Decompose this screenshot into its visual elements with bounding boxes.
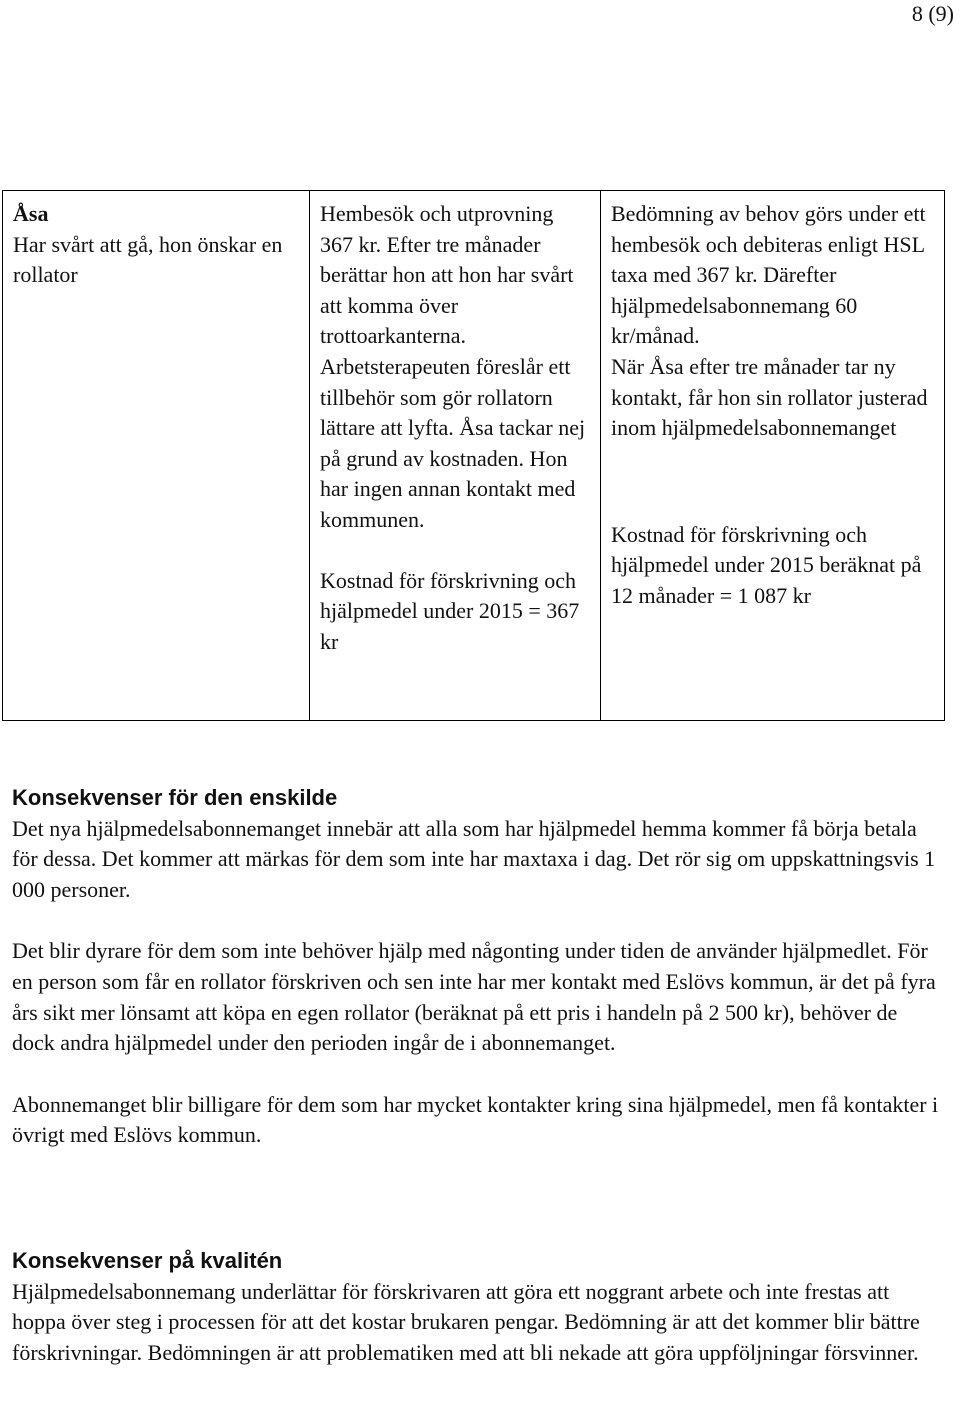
page-number: 8 (9) [911, 1, 954, 26]
spacer [611, 444, 934, 520]
individual-consequences-section [12, 783, 942, 1151]
individual-consequences-heading: Konsekvenser för den enskilde [12, 785, 338, 810]
person-need: Har svårt att gå, hon önskar en rollator [13, 231, 283, 288]
individual-paragraph-2: Det blir dyrare för dem som inte behöver hjälp med någonting under tiden de använder hjälpmedlet. För en person som får en rollator förskriven och sen inte har mer kontakt med Eslövs kommun, är det på fyra års sikt mer lönsamt att köpa en egen rollator (beräknat på ett pris i handeln på 2 500 kr), behöver de dock andra hjälpmedel under den perioden ingår de i abonnemanget. [12, 938, 936, 1056]
spacer [320, 536, 590, 566]
individual-paragraph-3: Abonnemanget blir billigare för dem som har mycket kontakter kring sina hjälpmedel, men få kontakter i övrigt med Eslövs kommun. [12, 1091, 939, 1148]
current-model-text: Hembesök och utprovning 367 kr. Efter tre månader berättar hon att hon har svårt att komma över trottoarkanterna. Arbetsterapeuten föreslår ett tillbehör som gör rollatorn lättare att lyfta. Åsa tackar nej på grund av kostnaden. Hon har ingen annan kontakt med kommunen. [320, 201, 586, 532]
quality-consequences-heading: Konsekvenser på kvalitén [12, 1248, 283, 1273]
quality-consequences-section [12, 1246, 942, 1368]
current-model-cell [310, 191, 601, 721]
subscription-model-text-1: Bedömning av behov görs under ett hembesök och debiteras enligt HSL taxa med 367 kr. Därefter hjälpmedelsabonnemang 60 kr/månad. [611, 201, 926, 349]
subscription-model-cell [601, 191, 945, 721]
person-name: Åsa [13, 201, 49, 226]
current-model-cost: Kostnad för förskrivning och hjälpmedel under 2015 = 367 kr [320, 567, 580, 654]
table-row [3, 191, 945, 721]
subscription-model-cost: Kostnad för förskrivning och hjälpmedel under 2015 beräknat på 12 månader = 1 087 kr [611, 521, 922, 608]
quality-paragraph-1: Hjälpmedelsabonnemang underlättar för förskrivaren att göra ett noggrant arbete och inte frestas att hoppa över steg i processen för att det kostar brukaren pengar. Bedömning är att det kommer blir bättre förskrivningar. Bedömningen är att problematiken med att bli nekade att göra uppföljningar försvinner. [12, 1278, 920, 1365]
case-example-table [2, 190, 945, 721]
person-cell [3, 191, 310, 721]
subscription-model-text-2: När Åsa efter tre månader tar ny kontakt, får hon sin rollator justerad inom hjälpmedelsabonnemanget [611, 353, 928, 441]
individual-paragraph-1: Det nya hjälpmedelsabonnemanget innebär att alla som har hjälpmedel hemma kommer få börja betala för dessa. Det kommer att märkas för dem som inte har maxtaxa i dag. Det rör sig om uppskattningsvis 1 000 personer. [12, 815, 936, 902]
